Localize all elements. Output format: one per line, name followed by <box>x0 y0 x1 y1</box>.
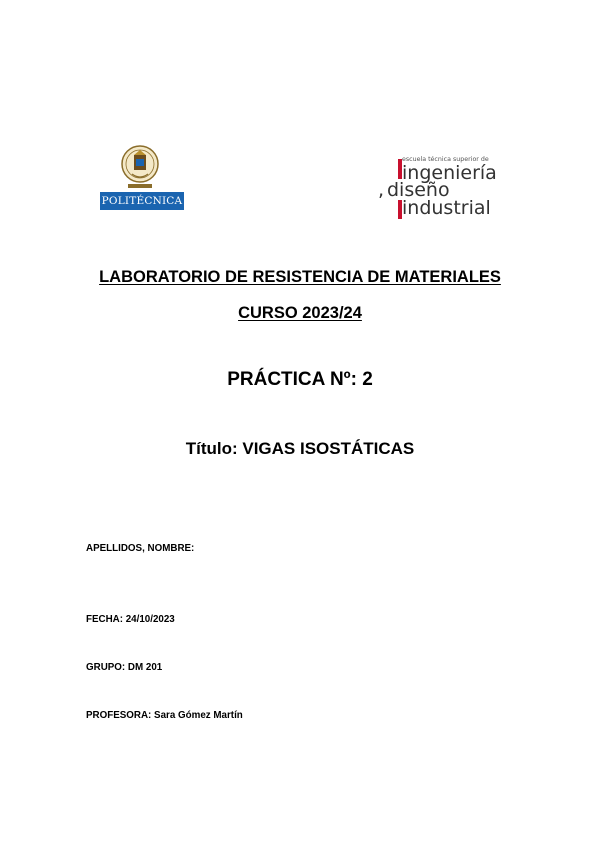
edi-tagline: escuela técnica superior de <box>402 156 489 163</box>
teacher-field: PROFESORA: Sara Gómez Martín <box>86 710 243 721</box>
group-field: GRUPO: DM 201 <box>86 662 163 673</box>
course-heading: CURSO 2023/24 <box>238 304 362 322</box>
name-field: APELLIDOS, NOMBRE: <box>86 543 195 554</box>
upm-crest-icon <box>120 144 160 190</box>
edi-line-ingenieria: ingeniería <box>402 162 497 184</box>
edi-comma-mark: , <box>378 179 385 201</box>
upm-brand-label: POLITÉCNICA <box>100 192 184 210</box>
lab-heading: LABORATORIO DE RESISTENCIA DE MATERIALES <box>99 268 501 286</box>
practice-number: PRÁCTICA Nº: 2 <box>227 369 373 390</box>
edi-line-diseno: diseño <box>387 179 450 201</box>
practice-title: Título: VIGAS ISOSTÁTICAS <box>185 439 415 458</box>
edi-logo <box>378 156 508 222</box>
date-field: FECHA: 24/10/2023 <box>86 614 175 625</box>
upm-logo <box>100 144 184 214</box>
edi-line-industrial: industrial <box>402 197 491 219</box>
